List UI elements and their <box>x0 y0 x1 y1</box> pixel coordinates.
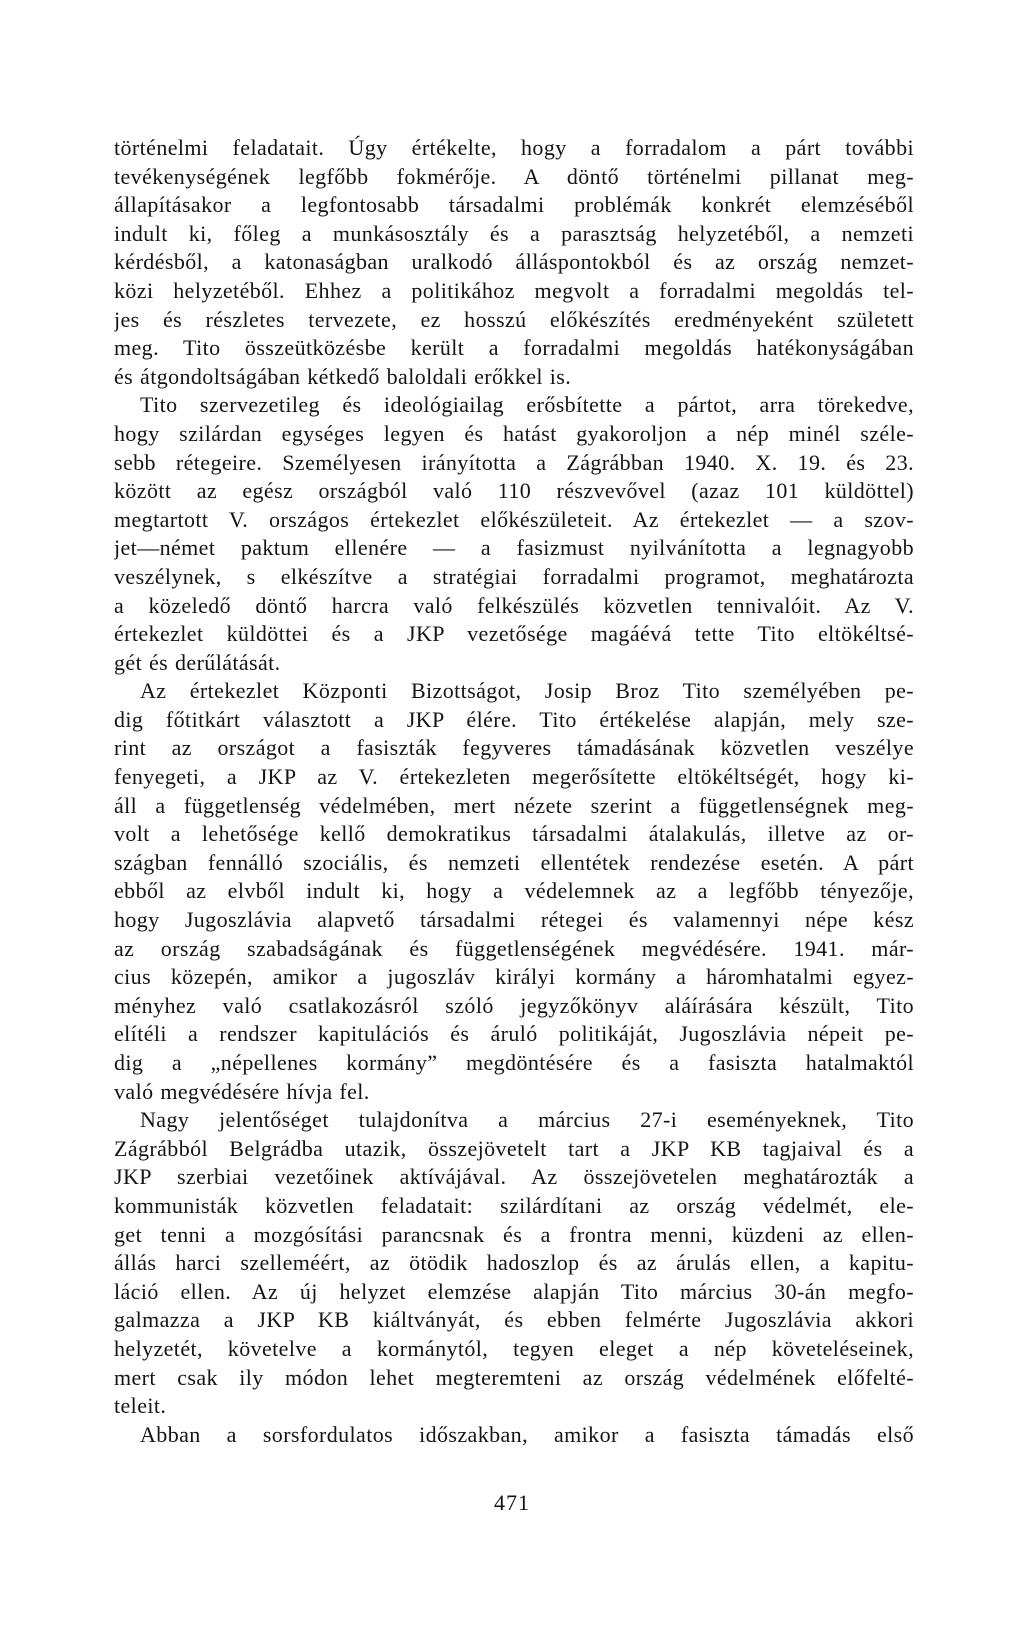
text-line: kommunisták közvetlen feladatait: szilárdítani az ország védelmét, ele- <box>114 1192 914 1218</box>
text-line: cius közepén, amikor a jugoszláv királyi kormány a háromhatalmi egyez- <box>114 964 914 990</box>
text-line: értekezlet küldöttei és a JKP vezetősége magáévá tette Tito eltökéltsé- <box>114 621 914 647</box>
text-line: galmazza a JKP KB kiáltványát, és ebben felmérte Jugoszlávia akkori <box>114 1307 914 1333</box>
text-line: Nagy jelentőséget tulajdonítva a március 27-i eseményeknek, Tito <box>140 1107 914 1133</box>
paragraph <box>114 1106 914 1421</box>
text-line: szágban fennálló szociális, és nemzeti ellentétek rendezése esetén. A párt <box>114 849 914 875</box>
text-line: JKP szerbiai vezetőinek aktívájával. Az összejövetelen meghatározták a <box>114 1164 914 1190</box>
text-line: meg. Tito összeütközésbe került a forradalmi megoldás hatékonyságában <box>114 335 914 361</box>
text-line: Tito szervezetileg és ideológiailag erősbítette a pártot, arra törekedve, <box>140 392 914 418</box>
text-line: jet—német paktum ellenére — a fasizmust nyilvánította a legnagyobb <box>114 535 914 561</box>
text-line: jes és részletes tervezete, ez hosszú előkészítés eredményeként született <box>114 306 914 332</box>
text-line: sebb rétegeire. Személyesen irányította a Zágrábban 1940. X. 19. és 23. <box>114 449 914 475</box>
text-line: ményhez való csatlakozásról szóló jegyzőkönyv aláírására készült, Tito <box>114 992 914 1018</box>
text-line: kérdésből, a katonaságban uralkodó álláspontokból és az ország nemzet- <box>114 249 914 275</box>
text-line: volt a lehetősége kellő demokratikus társadalmi átalakulás, illetve az or- <box>114 821 914 847</box>
text-line: ebből az elvből indult ki, hogy a védelemnek az a legfőbb tényezője, <box>114 878 914 904</box>
text-line: dig főtitkárt választott a JKP élére. Tito értékelése alapján, mely sze- <box>114 706 914 732</box>
text-line: és átgondoltságában kétkedő baloldali erőkkel is. <box>114 363 572 389</box>
text-line: áll a függetlenség védelmében, mert nézete szerint a függetlenségnek meg- <box>114 792 914 818</box>
text-line: megtartott V. országos értekezlet előkészületeit. Az értekezlet — a szov- <box>114 506 914 532</box>
text-line: láció ellen. Az új helyzet elemzése alapján Tito március 30-án megfo- <box>114 1278 914 1304</box>
text-line: közi helyzetéből. Ehhez a politikához megvolt a forradalmi megoldás tel- <box>114 277 914 303</box>
text-line: a közeledő döntő harcra való felkészülés közvetlen tennivalóit. Az V. <box>114 592 914 618</box>
text-line: történelmi feladatait. Úgy értékelte, hogy a forradalom a párt további <box>114 135 914 160</box>
text-line: dig a „népellenes kormány” megdöntésére és a fasiszta hatalmaktól <box>114 1050 914 1075</box>
paragraph <box>114 391 914 677</box>
paragraph <box>114 134 914 391</box>
text-line: hogy szilárdan egységes legyen és hatást gyakoroljon a nép minél széle- <box>114 420 914 446</box>
paragraph <box>114 677 914 1106</box>
text-line: rint az országot a fasiszták fegyveres támadásának közvetlen veszélye <box>114 735 914 761</box>
text-line: állás harci szelleméért, az ötödik hadoszlop és az árulás ellen, a kapitu- <box>114 1250 914 1276</box>
text-line: között az egész országból való 110 részvevővel (azaz 101 küldöttel) <box>114 478 914 504</box>
text-line: Az értekezlet Központi Bizottságot, Josip Broz Tito személyében pe- <box>140 678 914 704</box>
text-line: fenyegeti, a JKP az V. értekezleten megerősítette eltökéltségét, hogy ki- <box>114 764 914 790</box>
text-line: mert csak ily módon lehet megteremteni az ország védelmének előfelté- <box>114 1364 914 1390</box>
text-line: tevékenységének legfőbb fokmérője. A döntő történelmi pillanat meg- <box>114 163 914 189</box>
text-line: helyzetét, követelve a kormánytól, tegyen eleget a nép követeléseinek, <box>114 1335 914 1361</box>
page-number: 471 <box>494 1490 530 1515</box>
body-text <box>114 134 914 1449</box>
text-line: indult ki, főleg a munkásosztály és a parasztság helyzetéből, a nemzeti <box>114 220 914 246</box>
text-line: való megvédésére hívja fel. <box>114 1078 370 1104</box>
text-line: gét és derűlátását. <box>114 649 281 675</box>
text-line: hogy Jugoszlávia alapvető társadalmi rétegei és valamennyi népe kész <box>114 907 914 933</box>
text-line: az ország szabadságának és függetlenségének megvédésére. 1941. már- <box>114 935 914 961</box>
text-line: Abban a sorsfordulatos időszakban, amikor a fasiszta támadás első <box>140 1421 914 1447</box>
text-line: get tenni a mozgósítási parancsnak és a frontra menni, küzdeni az ellen- <box>114 1221 914 1247</box>
paragraph <box>114 1421 914 1450</box>
text-line: Zágrábból Belgrádba utazik, összejövetelt tart a JKP KB tagjaival és a <box>114 1135 914 1161</box>
text-line: teleit. <box>114 1393 167 1419</box>
text-line: veszélynek, s elkészítve a stratégiai forradalmi programot, meghatározta <box>114 563 914 589</box>
text-line: állapításakor a legfontosabb társadalmi problémák konkrét elemzéséből <box>114 192 914 218</box>
text-line: elítéli a rendszer kapitulációs és áruló politikáját, Jugoszlávia népeit pe- <box>114 1021 914 1047</box>
